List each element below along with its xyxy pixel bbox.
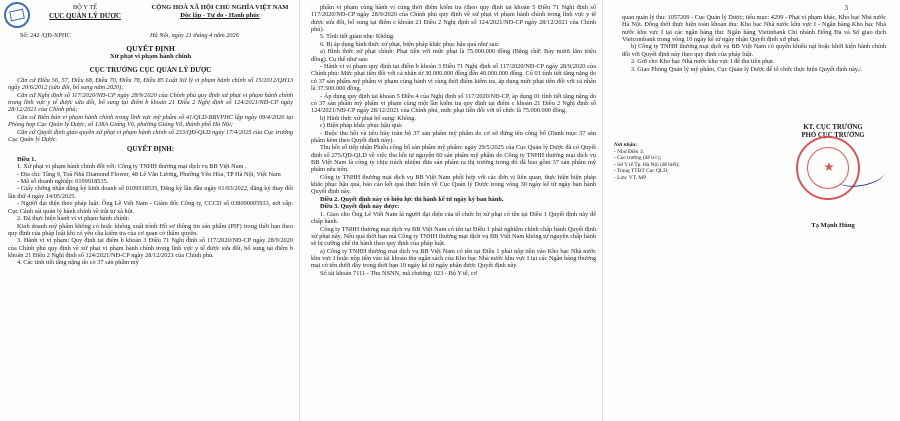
sign-role-2: PHÓ CỤC TRƯỞNG [801,132,865,139]
page-3-paragraph: 2. Gửi cho Kho bạc Nhà nước khu vực I để thu tiền phạt. [631,58,775,66]
page-2-paragraph: a) Hình thức xử phạt chính: Phạt tiền với mức phạt là 75.000.000 đồng (Bằng chữ: Bảy mươi lăm triệu đồng). Cụ thể như sau: [311,48,596,63]
page-2-paragraph: 5. Tình tiết giảm nhẹ: Không. [320,33,395,41]
page-2-paragraph: Công ty TNHH thương mại dịch vụ BB Việt Nam phối hợp với các đơn vị liên quan, thực hiện biện pháp khắc phục hậu quả, báo cáo kết quả thực hiện về Cục Quản lý Dược trong vòng 30 ngày kể từ ngày ban hành Quyết định này. [311,173,596,196]
decision-subtitle: Xử phạt vi phạm hành chính [109,53,192,60]
page-3-paragraph: b) Công ty TNHH thương mại dịch vụ BB Việt Nam có quyền khiếu nại hoặc khởi kiện hành chính đối với Quyết định này theo quy định của pháp luật. [622,43,886,58]
company-license: - Giấy chứng nhận đăng ký kinh doanh số 0109918535, Đăng ký lần đầu ngày 01/03/2022, đăng ký thay đổi lần thứ 4 ngày 14/05/2025. [8,185,293,200]
recipient-item: - Cục trưởng (để b/c); [614,155,662,162]
company-address: - Địa chỉ: Tầng 9, Toà Nhà Diamond Flower, 48 Lê Văn Lương, Phường Yên Hòa, TP Hà Nội, Việt Nam [17,170,281,178]
page-2-paragraph: - Áp dụng quy định tại khoản 5 Điều 4 của Nghị định số 117/2020/NĐ-CP, áp dụng 01 tình tiết tăng nặng do có 37 sản phẩm mỹ phẩm vi phạm cùng một lần kiểm tra quy định tại điểm c khoản 21 Điều 2 Nghị định số 124/2021/NĐ-CP ngày 28/12/2021 của Chính phủ, mức phạt tiền đối với tổ chức là 75.000.000 đồng. [311,92,596,115]
page-2-paragraph: 6. Bị áp dụng hình thức xử phạt, biện pháp khắc phục hậu quả như sau: [320,40,500,48]
page-2-paragraph: Công ty TNHH thương mại dịch vụ BB Việt Nam có tên tại Điều 1 phải nghiêm chỉnh chấp hành Quyết định xử phạt này. Nếu quá thời hạn mà Công ty TNHH thương mại dịch vụ BB Việt Nam không tự nguyện chấp hành sẽ bị cưỡng chế thi hành theo quy định của pháp luật. [311,225,596,248]
page-number: 3 [844,4,848,12]
page-3-paragraph: 3. Giao Phòng Quản lý mỹ phẩm, Cục Quản lý Dược để tổ chức thực hiện Quyết định này./. [631,65,863,73]
article-1-heading: Điều 1. [17,155,36,163]
page-2-paragraph: - Hành vi vi phạm quy định tại điểm b khoản 3 Điều 71 Nghị định số 117/2020/NĐ-CP ngày 28/9/2020 của Chính phủ: Mức phạt tiền đối với cá nhân từ 30.000.000 đồng đến 40.000.000 đồng. Có 01 tình tiết tăng nặng do có 37 sản phẩm mỹ phẩm vi phạm cùng hành vi cùng thời điểm kiểm tra, áp dụng mức phạt tiền đối với cá nhân là 37.500.000 đồng. [311,63,596,93]
document-number: Số: 242 /QĐ-XPHC [20,32,71,39]
document-date: Hà Nội, ngày 21 tháng 4 năm 2026 [150,32,239,39]
article-1-clause-4: 4. Các tình tiết tăng nặng do có 37 sản phẩm mỹ [17,259,139,267]
nation-line-2: Độc lập - Tự do - Hạnh phúc [180,12,260,19]
page-2-paragraph: phẩm vi phạm cùng hành vi cùng thời điểm kiểm tra (theo quy định tại khoản 5 Điều 71 Nghị định số 117/2020/NĐ-CP ngày 28/9/2020 của Chính phủ quy định về xử phạt vi phạm hành chính trong lĩnh vực y tế được sửa đổi, bổ sung tại điểm c khoản 21 Điều 2 Nghị định số 124/2021/NĐ-CP ngày 28/12/2021 của Chính phủ). [311,4,596,33]
page-2-paragraph: a) Công ty TNHH thương mại dịch vụ BB Việt Nam có tên tại Điều 1 phải nộp tiền vào Kho bạc Nhà nước khu vực I hoặc nộp tiền vào tài khoản thu ngân sách của Kho bạc Nhà nước khu vực I tại các Ngân hàng thương mại có tên dưới đây trong thời hạn 10 ngày kể từ ngày nhận được Quyết định này. [311,247,596,270]
recipients-block [614,142,724,182]
agency-line-2: CỤC QUẢN LÝ DƯỢC [49,12,121,20]
document-page-2 [303,0,603,421]
page-2-paragraph: - Buộc thu hồi và tiêu hủy toàn bộ 37 sản phẩm mỹ phẩm do cơ sở đứng tên công bố (Danh mục 37 sản phẩm kèm theo Quyết định này). [311,129,596,144]
article-1-clause-2: 2. Đã thực hiện hành vi vi phạm hành chính: [17,215,130,223]
legal-basis-3: Căn cứ Biên bản vi phạm hành chính trong lĩnh vực mỹ phẩm số 41/QLD-BBVPHC lập ngày 09/4/2026 tại Phòng họp Cục Quản lý Dược, số 138A Giảng Võ, phường Giảng Võ, thành phố Hà Nội; [8,113,293,129]
sign-role-1: KT. CỤC TRƯỞNG [803,124,863,131]
signer-name: Tạ Mạnh Hùng [811,222,855,229]
legal-basis-2: Căn cứ Nghị định số 117/2020/NĐ-CP ngày 28/9/2020 của Chính phủ quy định xử phạt vi phạm hành chính trong lĩnh vực y tế được sửa đổi, bổ sung tại điểm b khoản 21 Điều 2 Nghị định số 124/2021/NĐ-CP ngày 28/12/2021 của Chính phủ; [8,91,293,114]
violation-description: Kinh doanh mỹ phẩm không có hoặc không xuất trình Hồ sơ thông tin sản phẩm (PIF) trong thời hạn theo quy định của pháp luật khi có yêu cầu kiểm tra của cơ quan có thẩm quyền. [8,222,293,237]
article-1-clause-3: 3. Hành vi vi phạm: Quy định tại điểm b khoản 3 Điều 71 Nghị định số 117/2020/NĐ-CP ngày 28/9/2020 của Chính phủ quy định về xử phạt vi phạm hành chính trong lĩnh vực y tế được sửa đổi, bổ sung tại điểm b khoản 21 Điều 2 Nghị định số 124/2021/NĐ-CP ngày 28/12/2021 của Chính phủ. [8,237,293,259]
page-2-paragraph: 1. Giao cho Ông Lê Viết Nam là người đại diện của tổ chức bị xử phạt có tên tại Điều 1 Quyết định này để chấp hành. [311,210,596,226]
ministry-seal-icon [2,0,33,30]
company-tax-code: - Mã số doanh nghiệp: 0109918535. [17,177,109,185]
document-page-1 [0,0,300,421]
page-2-paragraph: Điều 2. Quyết định này có hiệu lực thi hành kể từ ngày ký ban hành. [320,195,504,203]
recipients-list [614,149,724,182]
agency-header [30,4,140,20]
page-3-paragraph: quan quản lý thu: 1057209 - Cục Quản lý Dược; tiểu mục: 4299 - Phạt vi phạm khác, Kho bạc Nhà nước Hà Nội. Đồng thời thực hiện toàn khoản thu: Kho bạc Nhà nước khu vực I - Ngân hàng Kho bạc Nhà nước khu vực I tại các ngân hàng thu: Ngân hàng Vietinbank Chi nhánh Đống Đa và Sở giao dịch Vietcombank trong vòng 10 ngày kể từ ngày nhận Quyết định xử phạt. [622,14,886,43]
company-representative: - Người đại diện theo pháp luật: Ông Lê Viết Nam - Giám đốc Công ty, CCCD số 038090005933, nơi cấp: Cục Cảnh sát quản lý hành chính về trật tự xã hội. [8,200,293,215]
document-page-3 [606,0,900,421]
nation-line-1: CỘNG HOÀ XÃ HỘI CHỦ NGHĨA VIỆT NAM [151,4,289,11]
agency-line-1: BỘ Y TẾ [72,4,98,11]
page-2-paragraph: c) Biện pháp khắc phục hậu quả: [320,122,403,130]
legal-basis-1: Căn cứ Điều 56, 57, Điều 68, Điều 70, Điều 78, Điều 85 Luật Xử lý vi phạm hành chính số 15/2012/QH13 ngày 20/6/2012 (sửa đổi, bổ sung năm 2020); [8,77,293,92]
recipient-item: - Như Điều 3; [614,148,645,155]
decides-heading: QUYẾT ĐỊNH: [126,145,175,154]
recipients-heading: Nơi nhận: [614,142,638,148]
legal-basis-4: Căn cứ Quyết định giao quyền xử phạt vi phạm hành chính số 233/QĐ-QLD ngày 17/4/2025 của Cục trưởng Cục Quản lý Dược. [8,128,293,143]
page-3-body [622,14,886,73]
official-stamp-icon [796,136,860,200]
recipient-item: - Sở Y tế Tp. Hà Nội (để biết); [614,161,680,168]
decision-title: QUYẾT ĐỊNH [126,44,175,53]
recipient-item: - Lưu: VT, MP. [614,174,647,181]
recipient-item: - Trang TTĐT Cục QLD; [614,168,669,175]
national-header [140,4,300,20]
page-2-paragraph: Số tài khoản 7111 - Thu NSNN, mã chương: 023 - Bộ Y tế, cơ [320,269,477,277]
page-1-body [8,77,293,267]
article-1-clause-1: 1. Xử phạt vi phạm hành chính đối với: Công ty TNHH thương mại dịch vụ BB Việt Nam . [17,163,247,171]
page-2-paragraph: Thu hồi số tiếp nhận Phiếu công bố sản phẩm mỹ phẩm: ngày 29/5/2025 của Cục Quản lý Dược đã có Quyết định số 275/QĐ-QLD về việc thu hồi tự nguyện 60 sản phẩm mỹ phẩm do Công ty TNHH thương mại dịch vụ BB Việt Nam là công ty chịu trách nhiệm đưa sản phẩm ra thị trường trong đó đã bao gồm 37 sản phẩm mỹ phẩm nêu trên. [311,144,596,174]
page-2-paragraph: b) Hình thức xử phạt bổ sung: Không. [320,114,417,122]
page-2-paragraph: Điều 3. Quyết định này được: [320,203,400,211]
page-2-body [311,4,596,277]
authority-title: CỤC TRƯỞNG CỤC QUẢN LÝ DƯỢC [89,66,212,74]
